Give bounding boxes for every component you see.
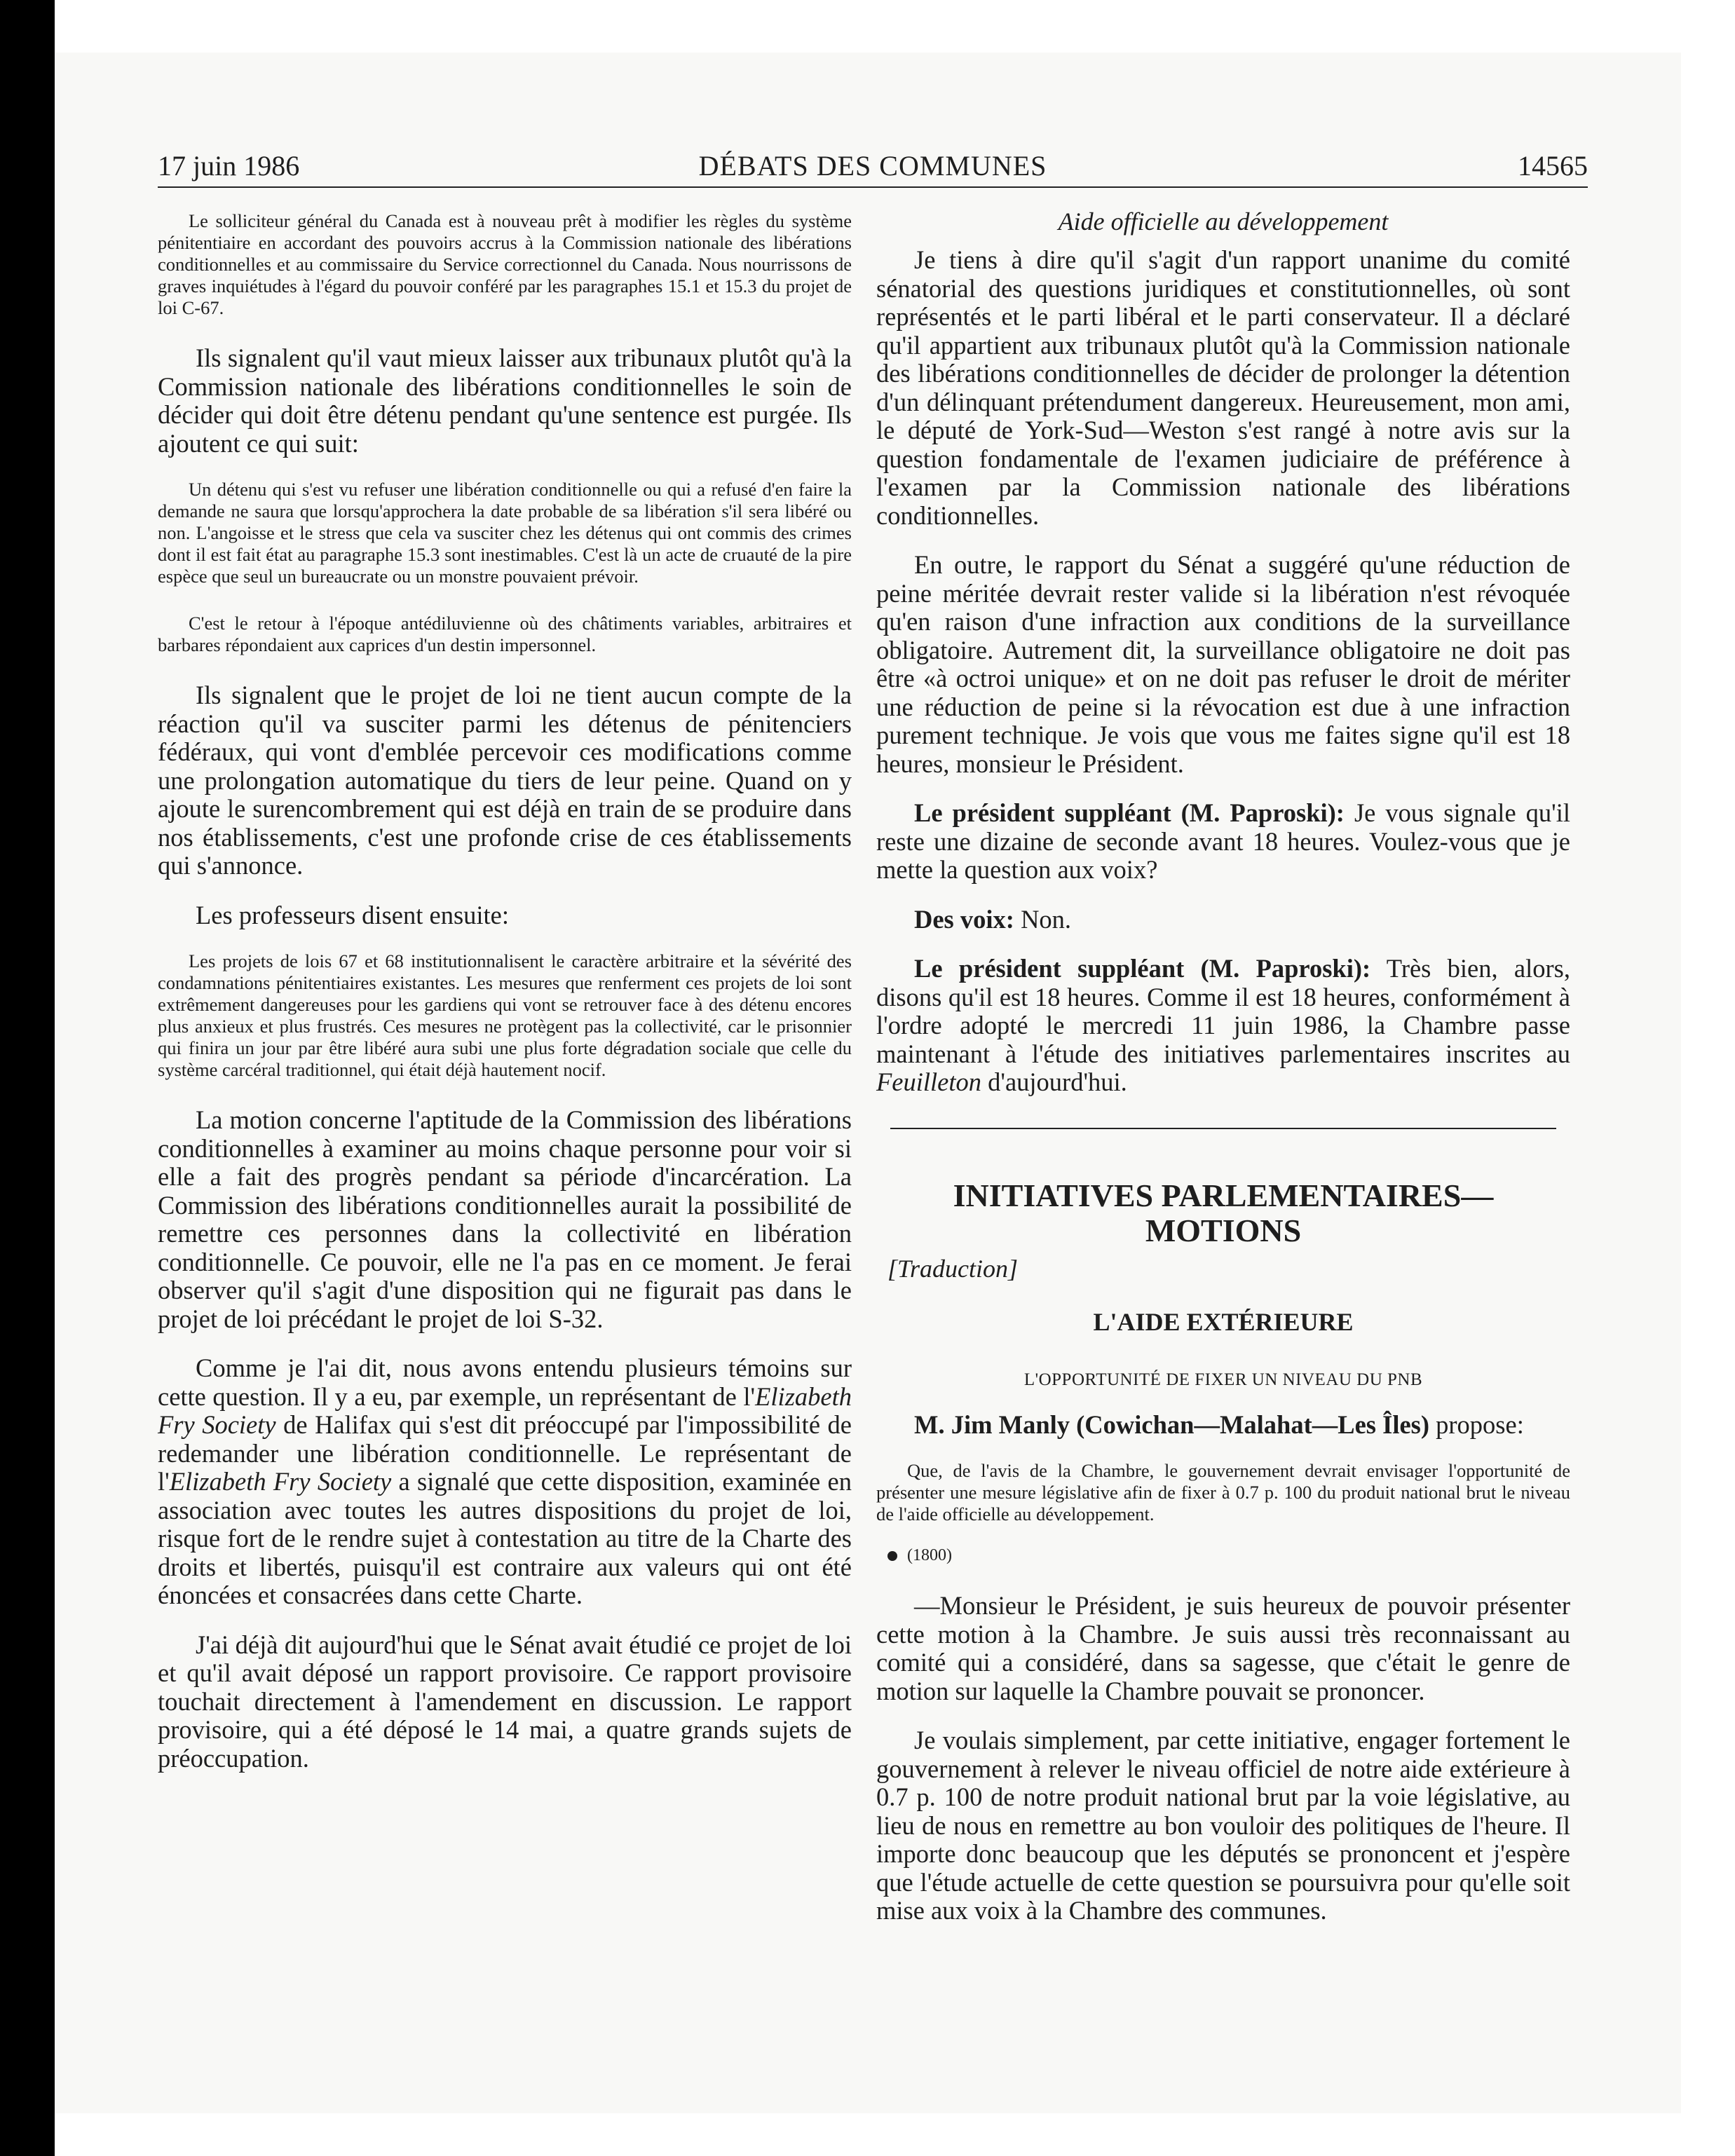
- bullet-icon: [887, 1551, 897, 1561]
- speech-text: Très bien, alors, disons qu'il est 18 heures. Comme il est 18 heures, conformément à l'ordre adopté le mercredi 11 juin 1986, la Chambre passe maintenant à l'étude des initiatives parlementaires inscrites au: [876, 954, 1570, 1068]
- italic-title: Feuilleton: [876, 1067, 982, 1096]
- speech-text: Non.: [1014, 904, 1072, 934]
- sub-subheading: L'OPPORTUNITÉ DE FIXER UN NIVEAU DU PNB: [1023, 1370, 1423, 1389]
- body-paragraph: La motion concerne l'aptitude de la Commission des libérations conditionnelles à examiner au moins chaque personne pour voir si elle a fait des progrès pendant sa période d'incarcération. La Commission des libérations conditionnelles aurait la possibilité de remettre ces personnes dans la collectivité en libération conditionnelle. Ce pouvoir, elle ne l'a pas en ce moment. Je ferai observer qu'il s'agit d'une disposition qui ne figurait pas dans le projet de loi précédant le projet de loi S-32.: [158, 1105, 852, 1333]
- speaker-paragraph: [876, 799, 1570, 885]
- mover-name: M. Jim Manly (Cowichan—Malahat—Les Îles): [914, 1410, 1430, 1439]
- translation-note: [Traduction]: [887, 1254, 1019, 1283]
- mover-line: [876, 1411, 1570, 1440]
- body-paragraph: En outre, le rapport du Sénat a suggéré qu'une réduction de peine méritée devrait rester valide si la libération n'est révoquée qu'en raison d'une infraction aux conditions de la surveillance obligatoire. Autrement dit, la surveillance obligatoire ne doit pas être «à octroi unique» et on ne doit pas refuser le droit de mériter une réduction de peine si la révocation est due à une infraction purement technique. Je vois que vous me faites signe qu'il est 18 heures, monsieur le Président.: [876, 550, 1570, 778]
- section-title-line: MOTIONS: [1145, 1212, 1302, 1248]
- page-number: 14565: [1518, 150, 1588, 182]
- body-paragraph: Je voulais simplement, par cette initiative, engager fortement le gouvernement à relever le niveau officiel de notre aide extérieure à 0.7 p. 100 de notre produit national brut par la voie législative, au lieu de nous en remettre au bon vouloir des politiques de l'heure. Il importe donc beaucoup que les députés se prononcent et j'espère que l'étude actuelle de cette question se poursuivra pour qu'elle soit mise aux voix à la Chambre des communes.: [876, 1726, 1570, 1925]
- section-title-line: INITIATIVES PARLEMENTAIRES—: [953, 1177, 1494, 1213]
- speech-text: Je vous signale qu'il reste une dizaine de seconde avant 18 heures. Voulez-vous que je mette la question aux voix?: [876, 798, 1570, 884]
- body-paragraph: Je tiens à dire qu'il s'agit d'un rapport unanime du comité sénatorial des questions juridiques et constitutionnelles, où sont représentés et le parti libéral et le parti conservateur. Il a déclaré qu'il appartient aux tribunaux plutôt qu'à la Commission nationale des libérations conditionnelles de décider de prolonger la détention d'un délinquant prétendument dangereux. Heureusement, mon ami, le député de York-Sud—Weston s'est rangé à notre avis sur la question fondamentale de l'examen judiciaire de préférence à l'examen par la Commission nationale des libérations conditionnelles.: [876, 245, 1570, 530]
- speaker-name: Le président suppléant (M. Paproski):: [914, 954, 1371, 983]
- section-divider: [890, 1128, 1556, 1129]
- speaker-name: Le président suppléant (M. Paproski):: [914, 798, 1345, 827]
- time-marker: [887, 1546, 1570, 1565]
- speech-text: d'aujourd'hui.: [981, 1067, 1127, 1096]
- running-head: Aide officielle au développement: [1058, 207, 1389, 236]
- italic-org-name: Elizabeth Fry Society: [158, 1381, 852, 1439]
- page-header: [158, 147, 1588, 188]
- header-title: DÉBATS DES COMMUNES: [698, 150, 1047, 182]
- time-stamp: (1800): [907, 1546, 952, 1564]
- motion-text: Que, de l'avis de la Chambre, le gouvernement devrait envisager l'opportunité de présenter une mesure législative afin de fixer à 0.7 p. 100 du produit national brut le niveau de l'aide officielle au développement.: [876, 1460, 1570, 1524]
- quote-paragraph: Le solliciteur général du Canada est à nouveau prêt à modifier les règles du système pénitentiaire en accordant des pouvoirs accrus à la Commission nationale des libérations conditionnelles et au commissaire du Service correctionnel du Canada. Nous nourrissons de graves inquiétudes à l'égard du pouvoir conféré par les paragraphes 15.1 et 15.3 du projet de loi C-67.: [158, 210, 852, 318]
- right-column: [876, 207, 1570, 1946]
- quote-paragraph: C'est le retour à l'époque antédiluvienne où des châtiments variables, arbitraires et barbares répondaient aux caprices d'un destin impersonnel.: [158, 613, 852, 655]
- speaker-paragraph: [876, 906, 1570, 934]
- body-paragraph: Les professeurs disent ensuite:: [196, 900, 510, 929]
- speaker-paragraph: [876, 955, 1570, 1097]
- scan-edge: [0, 0, 55, 2156]
- quote-paragraph: Un détenu qui s'est vu refuser une libération conditionnelle ou qui a refusé d'en faire la demande ne saura que lorsqu'approchera la date probable de sa libération s'il sera libéré ou non. L'angoisse et le stress que cela va susciter chez les détenus qui ont commis des crimes dont il est fait état au paragraphe 15.3 sont inestimables. C'est là un acte de cruauté de la pire espèce que seul un bureaucrate ou un monstre pouvaient prévoir.: [158, 479, 852, 587]
- text-span: de Halifax qui s'est dit préoccupé par l'impossibilité de redemander une libération conditionnelle. Le représentant de l': [158, 1410, 852, 1496]
- left-column: [158, 210, 852, 1794]
- quote-paragraph: Les projets de lois 67 et 68 institutionnalisent le caractère arbitraire et la sévérité des condamnations pénitentiaires existantes. Les mesures que renferment ces projets de loi sont extrêmement dangereuses pour les gardiens qui vont se retrouver face à des détenu encores plus anxieux et plus frustrés. Ces mesures ne protègent pas la collectivité, car le prisonnier qui finira un jour par être libéré aura subi une plus forte dégradation sociale que celle du système carcéral traditionnel, qui était déjà hautement nocif.: [158, 950, 852, 1080]
- body-paragraph: J'ai déjà dit aujourd'hui que le Sénat avait étudié ce projet de loi et qu'il avait déposé un rapport provisoire. Ce rapport provisoire touchait directement à l'amendement en discussion. Le rapport provisoire, qui a été déposé le 14 mai, a quatre grands sujets de préoccupation.: [158, 1630, 852, 1773]
- body-paragraph: [158, 1354, 852, 1610]
- mover-action: propose:: [1429, 1410, 1524, 1439]
- speaker-name: Des voix:: [914, 904, 1014, 934]
- body-paragraph: Ils signalent que le projet de loi ne tient aucun compte de la réaction qu'il va susciter parmi les détenus de pénitenciers fédéraux, qui vont d'emblée percevoir ces modifications comme une prolongation automatique du tiers de leur peine. Quand on y ajoute le surencombrement qui est déjà en train de se produire dans nos établissements, c'est une profonde crise de ces établissements qui s'annonce.: [158, 681, 852, 880]
- italic-org-name: Elizabeth Fry Society: [169, 1467, 392, 1496]
- body-paragraph: —Monsieur le Président, je suis heureux de pouvoir présenter cette motion à la Chambre. Je suis aussi très reconnaissant au comité qui a considéré, dans sa sagesse, que c'était le genre de motion sur laquelle la Chambre pouvait se prononcer.: [876, 1591, 1570, 1705]
- subheading: L'AIDE EXTÉRIEURE: [1093, 1307, 1354, 1336]
- text-span: a signalé que cette disposition, examinée en association avec toutes les autres dispositions du projet de loi, risque fort de le rendre sujet à contestation au titre de la Charte des droits et libertés, puisqu'il est contraire aux valeurs qui ont été énoncées et consacrées dans cette Charte.: [158, 1467, 852, 1609]
- section-title: [876, 1178, 1570, 1248]
- header-date: 17 juin 1986: [158, 150, 300, 182]
- text-span: Comme je l'ai dit, nous avons entendu plusieurs témoins sur cette question. Il y a eu, par exemple, un représentant de l': [158, 1353, 852, 1411]
- body-paragraph: Ils signalent qu'il vaut mieux laisser aux tribunaux plutôt qu'à la Commission nationale des libérations conditionnelles le soin de décider qui doit être détenu pendant qu'une sentence est purgée. Ils ajoutent ce qui suit:: [158, 343, 852, 458]
